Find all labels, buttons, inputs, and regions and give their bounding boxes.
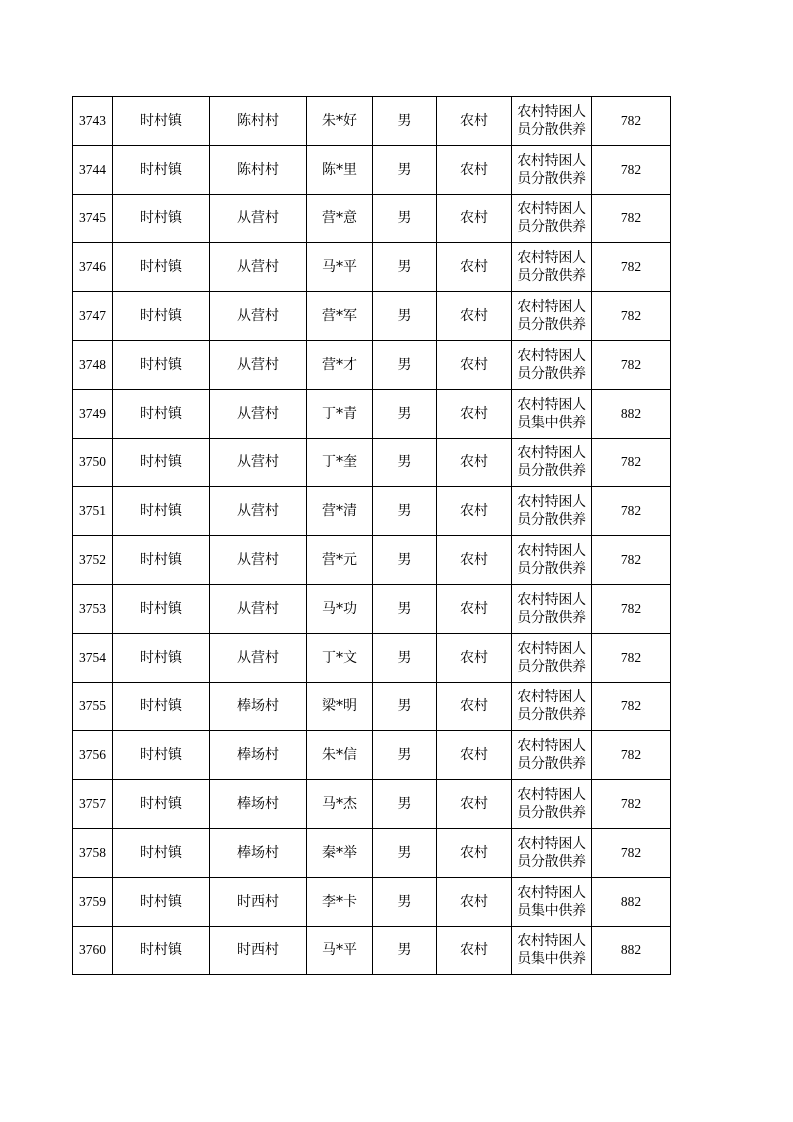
town-cell: 时村镇 — [113, 340, 210, 389]
town-cell: 时村镇 — [113, 780, 210, 829]
village-cell: 从营村 — [210, 340, 307, 389]
gender-cell: 男 — [373, 389, 437, 438]
village-cell: 棒场村 — [210, 731, 307, 780]
village-cell: 陈村村 — [210, 145, 307, 194]
town-cell: 时村镇 — [113, 633, 210, 682]
village-cell: 棒场村 — [210, 780, 307, 829]
gender-cell: 男 — [373, 877, 437, 926]
town-cell: 时村镇 — [113, 536, 210, 585]
support-type-cell: 农村特困人员分散供养 — [512, 340, 592, 389]
amount-cell: 782 — [592, 292, 671, 341]
town-cell: 时村镇 — [113, 877, 210, 926]
serial-number-cell: 3754 — [73, 633, 113, 682]
table-row — [73, 389, 671, 438]
gender-cell: 男 — [373, 438, 437, 487]
village-cell: 时西村 — [210, 926, 307, 975]
support-type-cell: 农村特困人员分散供养 — [512, 292, 592, 341]
serial-number-cell: 3746 — [73, 243, 113, 292]
support-type-cell: 农村特困人员分散供养 — [512, 780, 592, 829]
gender-cell: 男 — [373, 487, 437, 536]
amount-cell: 782 — [592, 682, 671, 731]
support-type-cell: 农村特困人员分散供养 — [512, 243, 592, 292]
support-type-cell: 农村特困人员分散供养 — [512, 682, 592, 731]
roster-table — [72, 96, 671, 975]
area-type-cell: 农村 — [437, 828, 512, 877]
town-cell: 时村镇 — [113, 731, 210, 780]
serial-number-cell: 3752 — [73, 536, 113, 585]
area-type-cell: 农村 — [437, 97, 512, 146]
gender-cell: 男 — [373, 780, 437, 829]
person-name-cell: 陈*里 — [307, 145, 373, 194]
table-row — [73, 438, 671, 487]
person-name-cell: 朱*好 — [307, 97, 373, 146]
person-name-cell: 秦*举 — [307, 828, 373, 877]
amount-cell: 782 — [592, 633, 671, 682]
town-cell: 时村镇 — [113, 243, 210, 292]
table-row — [73, 194, 671, 243]
support-type-cell: 农村特困人员集中供养 — [512, 877, 592, 926]
serial-number-cell: 3749 — [73, 389, 113, 438]
area-type-cell: 农村 — [437, 731, 512, 780]
gender-cell: 男 — [373, 633, 437, 682]
village-cell: 棒场村 — [210, 828, 307, 877]
gender-cell: 男 — [373, 243, 437, 292]
support-type-cell: 农村特困人员分散供养 — [512, 438, 592, 487]
table-row — [73, 243, 671, 292]
person-name-cell: 马*功 — [307, 584, 373, 633]
amount-cell: 882 — [592, 389, 671, 438]
table-row — [73, 536, 671, 585]
town-cell: 时村镇 — [113, 389, 210, 438]
village-cell: 从营村 — [210, 633, 307, 682]
gender-cell: 男 — [373, 97, 437, 146]
serial-number-cell: 3757 — [73, 780, 113, 829]
village-cell: 从营村 — [210, 292, 307, 341]
amount-cell: 782 — [592, 340, 671, 389]
amount-cell: 782 — [592, 194, 671, 243]
support-type-cell: 农村特困人员分散供养 — [512, 828, 592, 877]
village-cell: 从营村 — [210, 536, 307, 585]
serial-number-cell: 3745 — [73, 194, 113, 243]
person-name-cell: 营*元 — [307, 536, 373, 585]
area-type-cell: 农村 — [437, 926, 512, 975]
person-name-cell: 丁*文 — [307, 633, 373, 682]
gender-cell: 男 — [373, 682, 437, 731]
support-type-cell: 农村特困人员分散供养 — [512, 584, 592, 633]
support-type-cell: 农村特困人员集中供养 — [512, 926, 592, 975]
amount-cell: 782 — [592, 243, 671, 292]
serial-number-cell: 3760 — [73, 926, 113, 975]
village-cell: 棒场村 — [210, 682, 307, 731]
gender-cell: 男 — [373, 536, 437, 585]
table-row — [73, 877, 671, 926]
area-type-cell: 农村 — [437, 340, 512, 389]
person-name-cell: 营*意 — [307, 194, 373, 243]
town-cell: 时村镇 — [113, 292, 210, 341]
area-type-cell: 农村 — [437, 389, 512, 438]
table-row — [73, 682, 671, 731]
table-row — [73, 584, 671, 633]
gender-cell: 男 — [373, 828, 437, 877]
town-cell: 时村镇 — [113, 828, 210, 877]
table-row — [73, 926, 671, 975]
village-cell: 从营村 — [210, 438, 307, 487]
gender-cell: 男 — [373, 584, 437, 633]
support-type-cell: 农村特困人员分散供养 — [512, 194, 592, 243]
support-type-cell: 农村特困人员分散供养 — [512, 536, 592, 585]
amount-cell: 782 — [592, 584, 671, 633]
town-cell: 时村镇 — [113, 682, 210, 731]
town-cell: 时村镇 — [113, 194, 210, 243]
serial-number-cell: 3744 — [73, 145, 113, 194]
table-row — [73, 487, 671, 536]
amount-cell: 782 — [592, 780, 671, 829]
amount-cell: 782 — [592, 438, 671, 487]
area-type-cell: 农村 — [437, 438, 512, 487]
area-type-cell: 农村 — [437, 877, 512, 926]
person-name-cell: 营*军 — [307, 292, 373, 341]
table-row — [73, 731, 671, 780]
gender-cell: 男 — [373, 194, 437, 243]
amount-cell: 782 — [592, 731, 671, 780]
table-row — [73, 97, 671, 146]
table-row — [73, 828, 671, 877]
village-cell: 陈村村 — [210, 97, 307, 146]
table-row — [73, 292, 671, 341]
table-row — [73, 780, 671, 829]
town-cell: 时村镇 — [113, 97, 210, 146]
support-type-cell: 农村特困人员分散供养 — [512, 731, 592, 780]
table-row — [73, 145, 671, 194]
serial-number-cell: 3755 — [73, 682, 113, 731]
area-type-cell: 农村 — [437, 682, 512, 731]
person-name-cell: 营*清 — [307, 487, 373, 536]
support-type-cell: 农村特困人员分散供养 — [512, 145, 592, 194]
support-type-cell: 农村特困人员分散供养 — [512, 633, 592, 682]
person-name-cell: 营*才 — [307, 340, 373, 389]
village-cell: 从营村 — [210, 584, 307, 633]
amount-cell: 782 — [592, 487, 671, 536]
area-type-cell: 农村 — [437, 780, 512, 829]
amount-cell: 882 — [592, 926, 671, 975]
person-name-cell: 丁*青 — [307, 389, 373, 438]
person-name-cell: 丁*奎 — [307, 438, 373, 487]
area-type-cell: 农村 — [437, 536, 512, 585]
town-cell: 时村镇 — [113, 438, 210, 487]
village-cell: 从营村 — [210, 389, 307, 438]
serial-number-cell: 3751 — [73, 487, 113, 536]
serial-number-cell: 3759 — [73, 877, 113, 926]
town-cell: 时村镇 — [113, 584, 210, 633]
serial-number-cell: 3753 — [73, 584, 113, 633]
town-cell: 时村镇 — [113, 487, 210, 536]
gender-cell: 男 — [373, 292, 437, 341]
support-type-cell: 农村特困人员集中供养 — [512, 389, 592, 438]
amount-cell: 782 — [592, 828, 671, 877]
area-type-cell: 农村 — [437, 145, 512, 194]
amount-cell: 782 — [592, 536, 671, 585]
area-type-cell: 农村 — [437, 292, 512, 341]
person-name-cell: 马*平 — [307, 243, 373, 292]
table-row — [73, 633, 671, 682]
person-name-cell: 马*杰 — [307, 780, 373, 829]
village-cell: 从营村 — [210, 243, 307, 292]
gender-cell: 男 — [373, 731, 437, 780]
support-type-cell: 农村特困人员分散供养 — [512, 97, 592, 146]
village-cell: 从营村 — [210, 487, 307, 536]
area-type-cell: 农村 — [437, 633, 512, 682]
serial-number-cell: 3756 — [73, 731, 113, 780]
area-type-cell: 农村 — [437, 243, 512, 292]
serial-number-cell: 3750 — [73, 438, 113, 487]
area-type-cell: 农村 — [437, 584, 512, 633]
person-name-cell: 梁*明 — [307, 682, 373, 731]
amount-cell: 882 — [592, 877, 671, 926]
person-name-cell: 马*平 — [307, 926, 373, 975]
serial-number-cell: 3743 — [73, 97, 113, 146]
gender-cell: 男 — [373, 340, 437, 389]
area-type-cell: 农村 — [437, 487, 512, 536]
serial-number-cell: 3748 — [73, 340, 113, 389]
village-cell: 从营村 — [210, 194, 307, 243]
person-name-cell: 朱*信 — [307, 731, 373, 780]
amount-cell: 782 — [592, 145, 671, 194]
town-cell: 时村镇 — [113, 145, 210, 194]
serial-number-cell: 3747 — [73, 292, 113, 341]
serial-number-cell: 3758 — [73, 828, 113, 877]
gender-cell: 男 — [373, 926, 437, 975]
area-type-cell: 农村 — [437, 194, 512, 243]
roster-body — [73, 97, 671, 975]
amount-cell: 782 — [592, 97, 671, 146]
town-cell: 时村镇 — [113, 926, 210, 975]
village-cell: 时西村 — [210, 877, 307, 926]
support-type-cell: 农村特困人员分散供养 — [512, 487, 592, 536]
gender-cell: 男 — [373, 145, 437, 194]
person-name-cell: 李*卡 — [307, 877, 373, 926]
table-row — [73, 340, 671, 389]
